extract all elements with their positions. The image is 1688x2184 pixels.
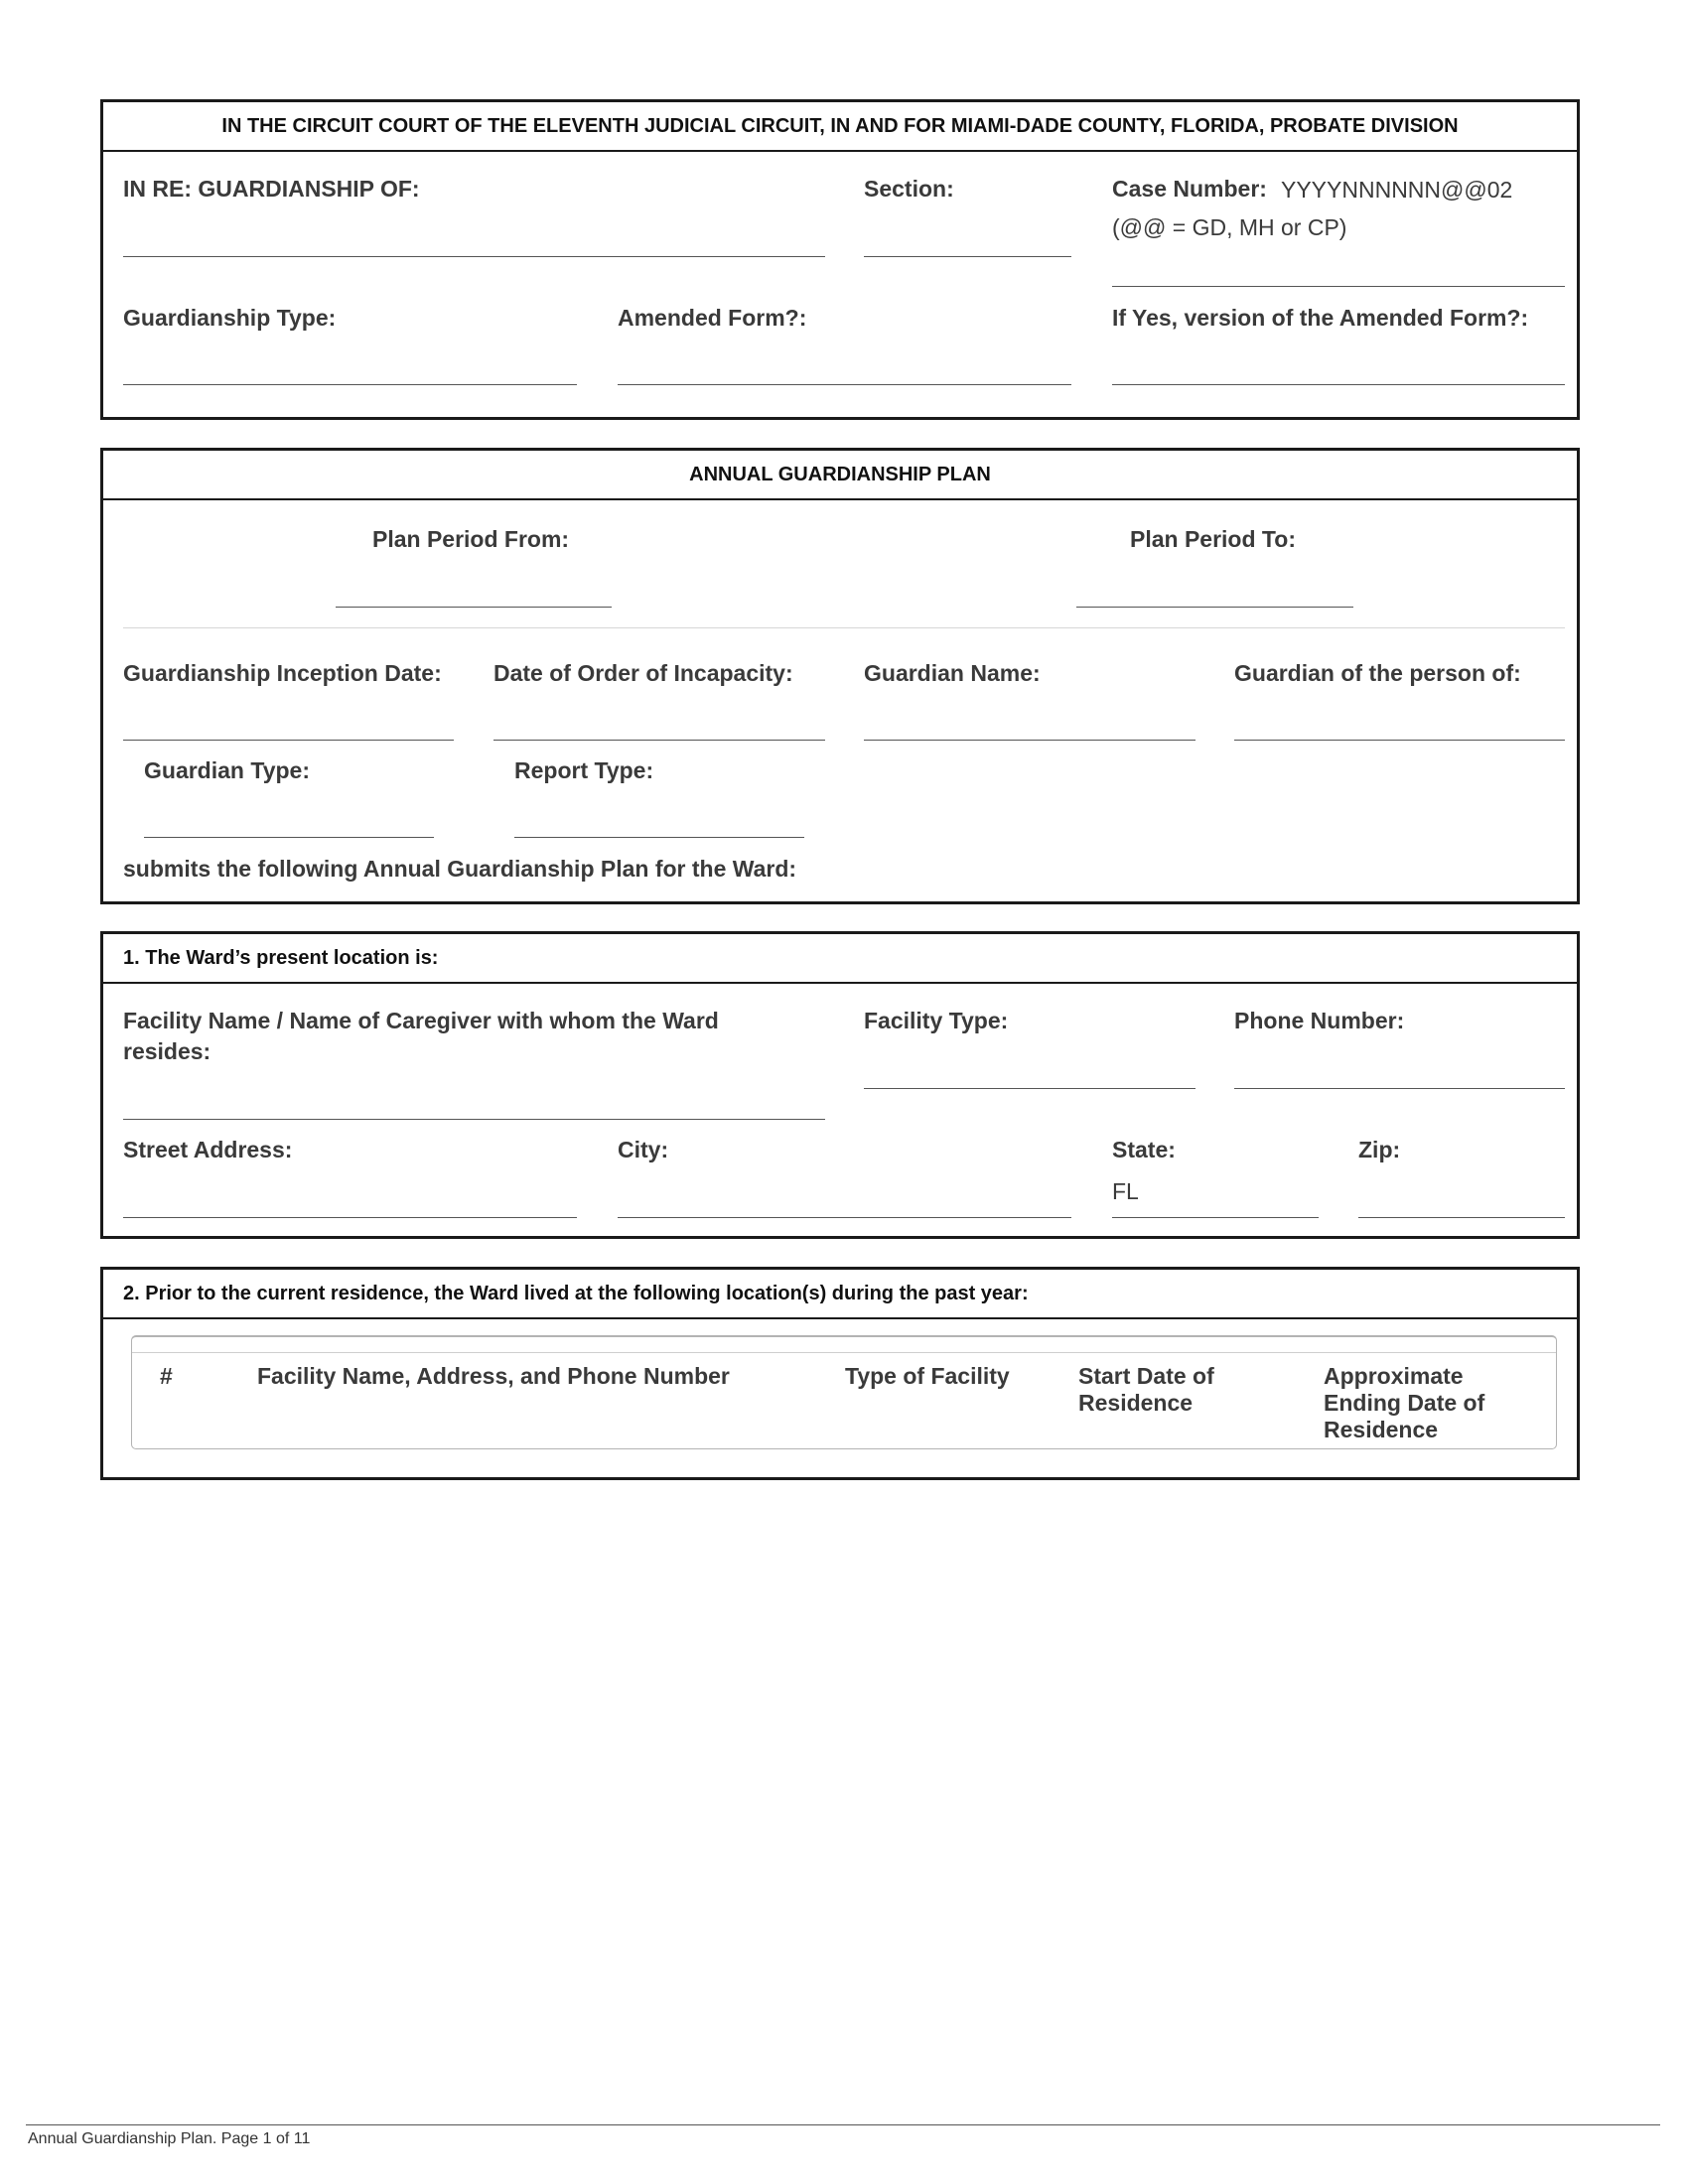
facility-name-field[interactable] (123, 1119, 825, 1120)
period-from-label: Plan Period From: (372, 526, 570, 552)
case-number-label: Case Number: (1112, 176, 1267, 202)
section-label: Section: (864, 176, 954, 202)
guardianship-type-label: Guardianship Type: (123, 305, 337, 331)
facility-type-field[interactable] (864, 1088, 1196, 1089)
case-number-hint: (@@ = GD, MH or CP) (1112, 214, 1347, 240)
period-to-label: Plan Period To: (1130, 526, 1296, 552)
city-field[interactable] (618, 1217, 1071, 1218)
page-footer: Annual Guardianship Plan. Page 1 of 11 (28, 2130, 311, 2147)
col-number-header: # (160, 1363, 173, 1389)
street-address-field[interactable] (123, 1217, 577, 1218)
prior-locations-title: 2. Prior to the current residence, the Ward lived at the following location(s) during the past year: (103, 1270, 1577, 1319)
period-to-field[interactable] (1076, 607, 1353, 608)
state-value: FL (1112, 1178, 1139, 1204)
state-label: State: (1112, 1137, 1176, 1162)
table-header-top-rule (132, 1352, 1556, 1353)
prior-locations-table (131, 1335, 1557, 1449)
plan-title: ANNUAL GUARDIANSHIP PLAN (103, 451, 1577, 500)
guardian-type-field[interactable] (144, 837, 434, 838)
plan-divider (123, 627, 1565, 628)
incapacity-date-field[interactable] (493, 740, 825, 741)
period-from-field[interactable] (336, 607, 612, 608)
guardian-person-field[interactable] (1234, 740, 1565, 741)
phone-number-field[interactable] (1234, 1088, 1565, 1089)
inception-date-field[interactable] (123, 740, 454, 741)
report-type-label: Report Type: (514, 757, 654, 783)
guardian-name-field[interactable] (864, 740, 1196, 741)
guardian-type-label: Guardian Type: (144, 757, 310, 783)
incapacity-date-label: Date of Order of Incapacity: (493, 660, 793, 686)
amended-version-label: If Yes, version of the Amended Form?: (1112, 305, 1529, 331)
inception-date-label: Guardianship Inception Date: (123, 660, 442, 686)
amended-form-label: Amended Form?: (618, 305, 807, 331)
guardian-person-label: Guardian of the person of: (1234, 660, 1521, 686)
submits-text: submits the following Annual Guardianship Plan for the Ward: (123, 856, 797, 882)
amended-version-field[interactable] (1112, 384, 1565, 385)
amended-form-field[interactable] (618, 384, 1071, 385)
in-re-field[interactable] (123, 256, 825, 257)
street-address-label: Street Address: (123, 1137, 293, 1162)
present-location-section (100, 931, 1580, 1239)
city-label: City: (618, 1137, 669, 1162)
col-end-date-header: Approximate Ending Date of Residence (1324, 1363, 1485, 1442)
report-type-field[interactable] (514, 837, 804, 838)
court-header-section (100, 99, 1580, 420)
state-field[interactable] (1112, 1217, 1319, 1218)
footer-rule (26, 2124, 1660, 2125)
case-number-value: YYYYNNNNNN@@02 (1281, 177, 1513, 203)
present-location-title: 1. The Ward’s present location is: (103, 934, 1577, 984)
facility-name-label: Facility Name / Name of Caregiver with whom the Ward resides: (123, 1008, 719, 1064)
guardian-name-label: Guardian Name: (864, 660, 1041, 686)
phone-number-label: Phone Number: (1234, 1008, 1405, 1033)
court-title: IN THE CIRCUIT COURT OF THE ELEVENTH JUDICIAL CIRCUIT, IN AND FOR MIAMI-DADE COUNTY, FLORIDA, PROBATE DIVISION (103, 102, 1577, 152)
prior-locations-section (100, 1267, 1580, 1480)
case-number-field[interactable] (1112, 286, 1565, 287)
section-field[interactable] (864, 256, 1071, 257)
zip-label: Zip: (1358, 1137, 1401, 1162)
col-type-header: Type of Facility (845, 1363, 1010, 1389)
guardianship-type-field[interactable] (123, 384, 577, 385)
col-start-date-header: Start Date of Residence (1078, 1363, 1214, 1416)
col-facility-header: Facility Name, Address, and Phone Number (257, 1363, 730, 1389)
in-re-label: IN RE: GUARDIANSHIP OF: (123, 176, 420, 202)
plan-section (100, 448, 1580, 904)
facility-type-label: Facility Type: (864, 1008, 1009, 1033)
zip-field[interactable] (1358, 1217, 1565, 1218)
